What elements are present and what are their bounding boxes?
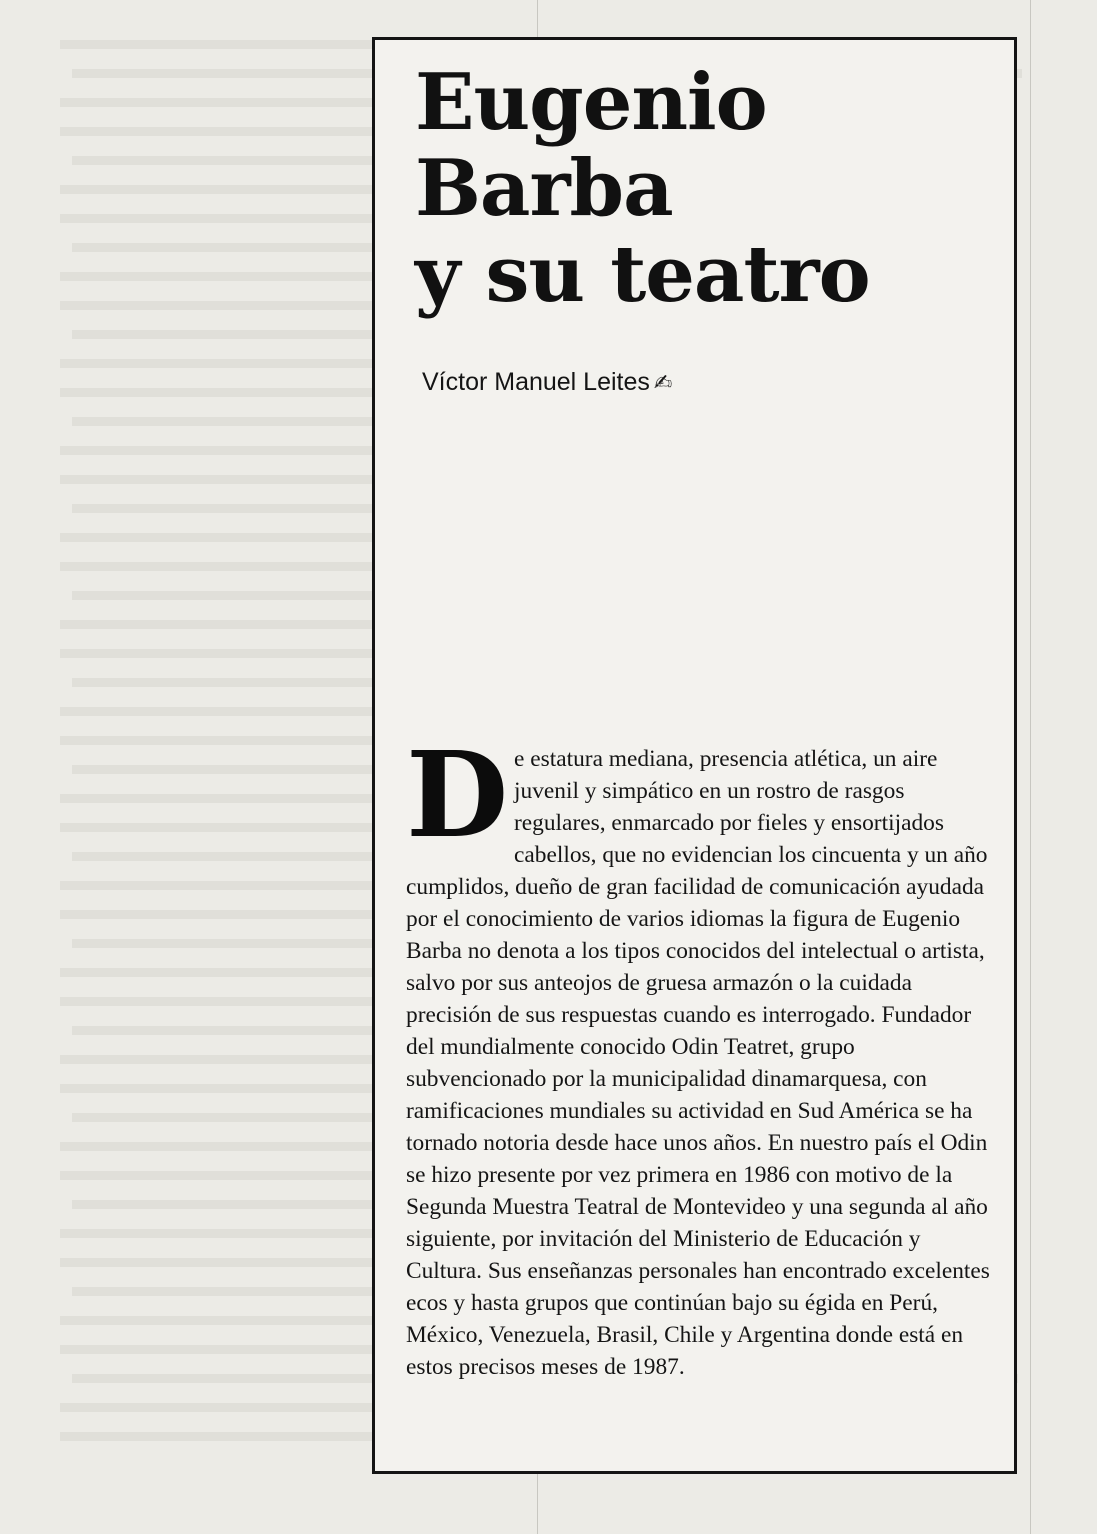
author-byline: [422, 368, 672, 397]
article-title: [415, 57, 975, 320]
page-edge-line: [1030, 0, 1031, 1534]
article-body: [406, 725, 996, 1383]
article-frame: [372, 37, 1017, 1474]
title-line: y su teatro: [415, 229, 870, 320]
title-line: Barba: [415, 143, 673, 234]
drop-cap: D: [406, 725, 509, 864]
writing-hand-icon: ✍: [653, 371, 673, 396]
author-name: Víctor Manuel Leites: [422, 368, 650, 396]
body-paragraph: e estatura mediana, presencia atlética, un aire juvenil y simpático en un rostro de rasgos regulares, enmarcado por fieles y ensortijados cabellos, que no evidencian los cincuenta y un año cumplidos, dueño de gran facilidad de comunicación ayudada por el conocimiento de varios idiomas la figura de Eugenio Barba no denota a los tipos conocidos del intelectual o artista, salvo por sus anteojos de gruesa armazón o la cuidada precisión de sus respuestas cuando es interrogado. Fundador del mundialmente conocido Odin Teatret, grupo subvencionado por la municipalidad dinamarquesa, con ramificaciones mundiales su actividad en Sud América se ha tornado notoria desde hace unos años. En nuestro país el Odin se hizo presente por vez primera en 1986 con motivo de la Segunda Muestra Teatral de Montevideo y una segunda al año siguiente, por invitación del Ministerio de Educación y Cultura. Sus enseñanzas personales han encontrado excelentes ecos y hasta grupos que continúan bajo su égida en Perú, México, Venezuela, Brasil, Chile y Argentina donde está en estos precisos meses de 1987.: [406, 746, 990, 1380]
title-line: Eugenio: [415, 57, 767, 148]
